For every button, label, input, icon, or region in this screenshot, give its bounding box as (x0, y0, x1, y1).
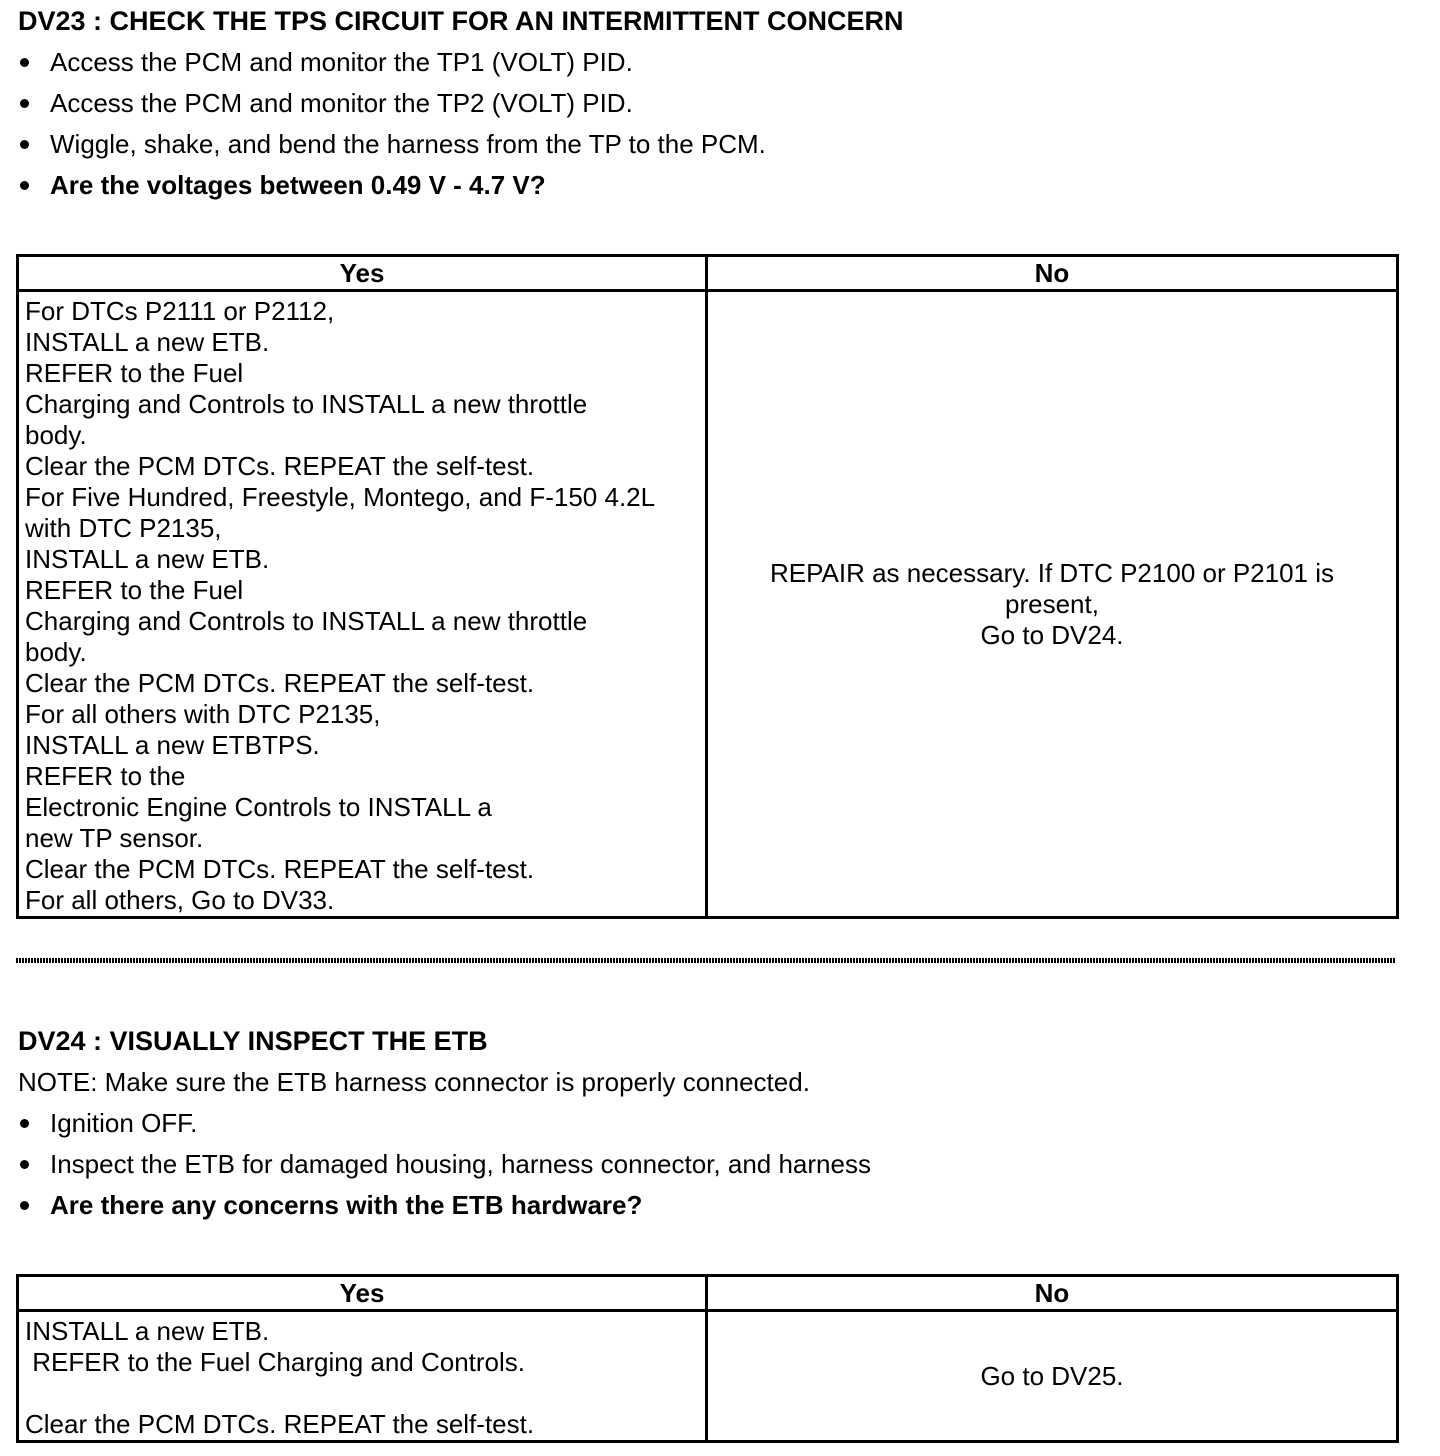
bullet-icon (20, 181, 29, 190)
dv23-question (18, 168, 1398, 202)
dv23-yes-line: with DTC P2135, (25, 513, 222, 543)
dv23-yes-line: For all others with DTC P2135, (25, 699, 381, 729)
dv24-yes-line: REFER to the Fuel Charging and Controls. (25, 1347, 526, 1377)
dv24-step-2 (18, 1147, 1398, 1181)
dv24-note: NOTE: Make sure the ETB harness connector is properly connected. (18, 1067, 810, 1097)
dv23-yes-line: body. (25, 637, 87, 667)
dv23-step-2 (18, 86, 1398, 120)
dv23-yes-line: new TP sensor. (25, 823, 204, 853)
dv23-step-1 (18, 45, 1398, 79)
dv23-yes-line: For all others, Go to DV33. (25, 885, 335, 915)
dv23-no-line: Go to DV24. (980, 619, 1124, 650)
dv23-no-header: No (707, 256, 1398, 291)
dv24-title: DV24 : VISUALLY INSPECT THE ETB (18, 1026, 488, 1056)
dv23-yes-line: REFER to the Fuel (25, 575, 244, 605)
dv23-yes-header: Yes (18, 256, 707, 291)
dv23-yes-line: Clear the PCM DTCs. REPEAT the self-test. (25, 668, 535, 698)
dv23-step-3-text: Wiggle, shake, and bend the harness from the TP to the PCM. (50, 129, 766, 159)
bullet-icon (20, 1119, 29, 1128)
dv23-no-cell (707, 291, 1398, 918)
dv24-steps (18, 1106, 1398, 1222)
dv23-no-line: REPAIR as necessary. If DTC P2100 or P2101 is present, (769, 557, 1335, 619)
dv23-yes-line: Electronic Engine Controls to INSTALL a (25, 792, 492, 822)
dv23-yes-cell (18, 291, 707, 918)
bullet-icon (20, 140, 29, 149)
dv23-yes-line: Charging and Controls to INSTALL a new throttle (25, 606, 588, 636)
dv24-question (18, 1188, 1398, 1222)
bullet-icon (20, 58, 29, 67)
dv24-yes-blank-line (25, 1378, 699, 1409)
dv24-no-line: Go to DV25. (980, 1360, 1124, 1391)
bullet-icon (20, 99, 29, 108)
dv24-question-text: Are there any concerns with the ETB hardware? (50, 1190, 643, 1220)
dv24-step-2-text: Inspect the ETB for damaged housing, harness connector, and harness (50, 1149, 871, 1179)
dv23-yes-line: INSTALL a new ETB. (25, 544, 270, 574)
dv23-steps (18, 45, 1398, 202)
dv23-yes-line: INSTALL a new ETB. (25, 327, 270, 357)
dv23-step-3 (18, 127, 1398, 161)
bullet-icon (20, 1160, 29, 1169)
dv24-section (18, 1024, 1398, 1222)
dv23-section (18, 4, 1398, 202)
dv23-yes-no-table (16, 254, 1399, 919)
dv24-no-cell (707, 1311, 1398, 1442)
dv23-step-1-text: Access the PCM and monitor the TP1 (VOLT) PID. (50, 47, 633, 77)
dv23-yes-line: For Five Hundred, Freestyle, Montego, and F-150 4.2L (25, 482, 656, 512)
dv23-yes-line: REFER to the (25, 761, 186, 791)
dv23-step-2-text: Access the PCM and monitor the TP2 (VOLT) PID. (50, 88, 633, 118)
dv23-yes-line: INSTALL a new ETBTPS. (25, 730, 320, 760)
dv24-no-header: No (707, 1276, 1398, 1311)
dv24-yes-no-table (16, 1274, 1399, 1443)
dv23-question-text: Are the voltages between 0.49 V - 4.7 V? (50, 170, 546, 200)
dv24-yes-header: Yes (18, 1276, 707, 1311)
section-divider (16, 958, 1396, 963)
dv24-step-1-text: Ignition OFF. (50, 1108, 198, 1138)
dv23-yes-line: Clear the PCM DTCs. REPEAT the self-test. (25, 854, 535, 884)
dv23-yes-line: Charging and Controls to INSTALL a new throttle (25, 389, 588, 419)
dv24-step-1 (18, 1106, 1398, 1140)
dv23-yes-line: REFER to the Fuel (25, 358, 244, 388)
dv23-yes-line: For DTCs P2111 or P2112, (25, 296, 335, 326)
dv23-yes-line: body. (25, 420, 87, 450)
dv24-yes-line: Clear the PCM DTCs. REPEAT the self-test. (25, 1409, 535, 1439)
dv24-yes-line: INSTALL a new ETB. (25, 1316, 270, 1346)
dv24-yes-cell (18, 1311, 707, 1442)
dv23-title: DV23 : CHECK THE TPS CIRCUIT FOR AN INTERMITTENT CONCERN (18, 6, 904, 36)
dv23-yes-line: Clear the PCM DTCs. REPEAT the self-test. (25, 451, 535, 481)
bullet-icon (20, 1201, 29, 1210)
